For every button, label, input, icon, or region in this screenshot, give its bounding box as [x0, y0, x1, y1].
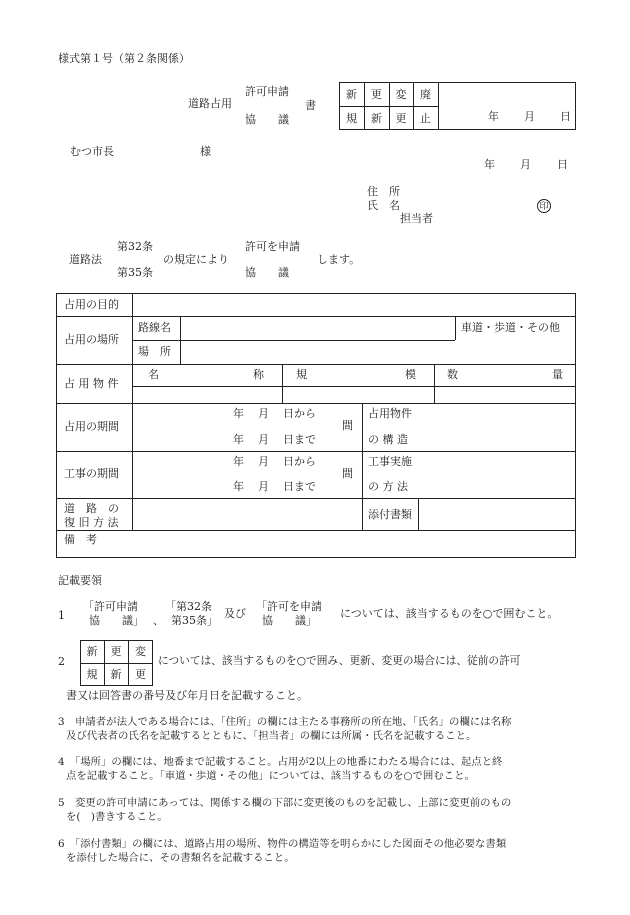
statement-law: 道路法	[69, 253, 102, 266]
statement-article-32: 第32条	[117, 240, 153, 253]
status-abolish-bottom[interactable]: 止	[420, 112, 431, 125]
note2-number: 2	[58, 655, 65, 668]
note1-quote3-a: 「許可を申請	[256, 600, 322, 613]
title-option-consult: 協 議	[245, 113, 289, 126]
addressee-name: むつ市長	[70, 145, 114, 158]
note1-number: 1	[58, 609, 65, 622]
label-period: 占用の期間	[64, 420, 119, 433]
submit-day: 日	[557, 158, 568, 171]
status-renew-top[interactable]: 更	[371, 88, 382, 101]
note2-box-renew-top: 更	[110, 645, 122, 658]
note2-box-change-top: 変	[135, 645, 146, 658]
period-to-year: 年	[233, 433, 244, 446]
col-header-name-2: 称	[253, 368, 264, 381]
road-type-options[interactable]: 車道・歩道・その他	[461, 321, 560, 334]
label-remarks: 備 考	[64, 533, 97, 546]
note1-quote2-b: 第35条」	[171, 614, 218, 627]
col-header-name-1: 名	[148, 368, 159, 381]
note1-and: 及び	[224, 607, 246, 620]
submit-year: 年	[484, 158, 495, 171]
note1-quote3-b: 協 議」	[262, 614, 317, 627]
period-to-month: 月	[258, 433, 269, 446]
label-work-method-1: 工事実施	[368, 455, 412, 468]
period-to-day: 日まで	[283, 433, 316, 446]
form-number: 様式第１号（第２条関係）	[58, 52, 190, 65]
note2-line2: 書又は回答書の番号及び年月日を記載すること。	[66, 689, 308, 702]
title-prefix: 道路占用	[188, 97, 232, 110]
note1-quote1-b: 協 議」	[89, 614, 144, 627]
col-header-qty-1: 数	[447, 368, 458, 381]
label-work-period: 工事の期間	[64, 467, 119, 480]
work-from-month: 月	[258, 455, 269, 468]
col-header-scale-2: 模	[405, 368, 416, 381]
note1-sep: 、	[153, 614, 164, 627]
note4-line1: 4 「場所」の欄には、地番まで記載すること。占用が2以上の地番にわたる場合には、起点と終	[58, 756, 503, 768]
status-change-bottom[interactable]: 更	[395, 112, 407, 125]
status-date-month: 月	[524, 110, 535, 123]
status-change-top[interactable]: 変	[395, 88, 407, 101]
status-abolish-top[interactable]: 廃	[420, 88, 431, 101]
period-from-year: 年	[233, 407, 244, 420]
note1-quote1-a: 「許可申請	[83, 600, 138, 613]
work-to-month: 月	[258, 480, 269, 493]
work-to-day: 日まで	[283, 480, 316, 493]
label-place: 場 所	[138, 345, 171, 358]
title-option-permit: 許可申請	[245, 85, 289, 98]
statement-article-35: 第35条	[117, 266, 153, 279]
note2-line1: については、該当するものを○で囲み、更新、変更の場合には、従前の許可	[158, 654, 521, 667]
work-between: 間	[342, 467, 353, 480]
note2-box-change-bottom: 更	[135, 668, 146, 681]
work-from-day: 日から	[283, 455, 316, 468]
statement-option-consult: 協 議	[245, 266, 289, 279]
note5-line2: を( )書きすること。	[66, 811, 168, 823]
statement-end: します。	[317, 253, 361, 266]
status-date-year: 年	[488, 110, 499, 123]
status-renew-bottom[interactable]: 新	[371, 112, 382, 125]
note1-tail: については、該当するものを○で囲むこと。	[340, 607, 559, 620]
label-structure-2: の 構 造	[368, 433, 408, 446]
label-purpose: 占用の目的	[64, 298, 119, 311]
label-restore-1: 道 路 の	[64, 502, 119, 515]
status-new-bottom[interactable]: 規	[346, 112, 357, 125]
applicant-person-in-charge-label: 担当者	[400, 212, 433, 225]
applicant-address-label: 住 所	[367, 185, 400, 198]
note6-line2: を添付した場合に、その書類名を記載すること。	[66, 852, 295, 864]
period-from-day: 日から	[283, 407, 316, 420]
title-suffix: 書	[305, 99, 316, 112]
col-header-qty-2: 量	[552, 368, 563, 381]
label-objects: 占 用 物 件	[64, 377, 119, 390]
note2-box-new-bottom: 規	[86, 668, 98, 681]
label-work-method-2: の 方 法	[368, 480, 408, 493]
work-from-year: 年	[233, 455, 244, 468]
note2-box-renew-bottom: 新	[110, 668, 122, 681]
seal-icon: 印	[537, 199, 551, 213]
note2-box-new-top: 新	[86, 645, 98, 658]
col-header-scale-1: 規	[296, 368, 307, 381]
statement-option-permit: 許可を申請	[245, 240, 300, 253]
work-to-year: 年	[233, 480, 244, 493]
label-attachments: 添付書類	[368, 508, 412, 521]
status-new-top[interactable]: 新	[346, 88, 357, 101]
notes-heading: 記載要領	[58, 574, 102, 587]
label-route-name: 路線名	[138, 321, 171, 334]
applicant-name-label: 氏 名	[367, 199, 400, 212]
note6-line1: 6 「添付書類」の欄には、道路占用の場所、物件の構造等を明らかにした図面その他必要な書類	[58, 838, 507, 850]
note3-line1: 3 申請者が法人である場合には、「住所」の欄には主たる事務所の所在地、「氏名」の欄には名称	[58, 716, 512, 728]
label-restore-2: 復 旧 方 法	[64, 516, 119, 529]
period-between: 間	[342, 419, 353, 432]
submit-month: 月	[520, 158, 531, 171]
label-structure-1: 占用物件	[368, 407, 412, 420]
note3-line2: 及び代表者の氏名を記載するとともに、「担当者」の欄には所属・氏名を記載すること。	[66, 730, 477, 742]
statement-middle: の規定により	[163, 253, 229, 266]
label-location: 占用の場所	[64, 333, 119, 346]
note5-line1: 5 変更の許可申請にあっては、関係する欄の下部に変更後のものを記載し、上部に変更前のもの	[58, 797, 512, 809]
note1-quote2-a: 「第32条	[165, 600, 212, 613]
status-date-day: 日	[560, 110, 571, 123]
note4-line2: 点を記載すること。「車道・歩道・その他」については、該当するものを○で囲むこと。	[66, 770, 475, 782]
addressee-honorific: 様	[200, 145, 211, 158]
period-from-month: 月	[258, 407, 269, 420]
